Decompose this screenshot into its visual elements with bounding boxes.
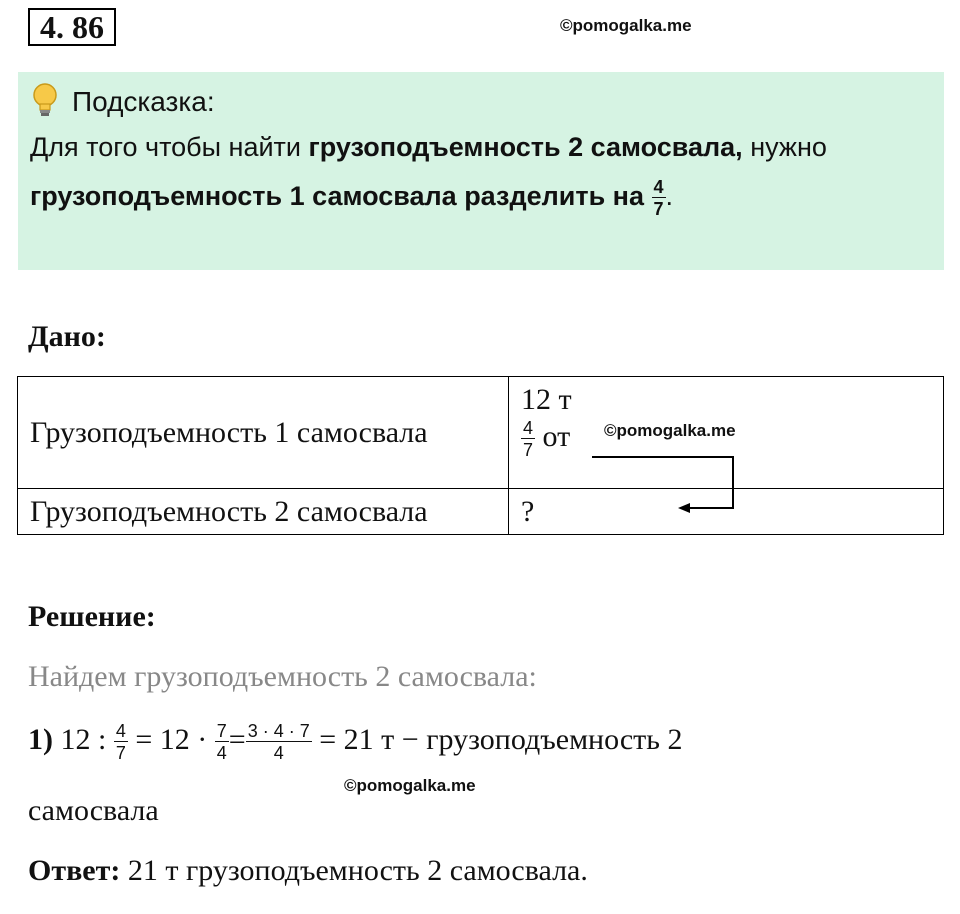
given-heading: Дано: (28, 320, 106, 353)
row1-fraction: $\frac{4}{7}$ (523, 418, 534, 460)
row1-label: Грузоподъемность 1 самосвала (18, 377, 509, 489)
answer-line (28, 854, 588, 888)
expr-c: = (228, 722, 246, 756)
hint-fraction: $\frac{4}{7}$ (653, 177, 664, 219)
table-row (18, 377, 944, 489)
hint-text-normal: Для того чтобы найти (30, 132, 309, 162)
table-row (18, 489, 944, 535)
solution-continuation: самосвала (28, 794, 159, 827)
hint-text-bold-2: грузоподъемность 1 самосвала разделить на (30, 181, 652, 212)
row1-value: 12 т (521, 383, 572, 416)
expr-a: 12 : (60, 722, 107, 756)
watermark-table: ©pomogalka.me (604, 421, 736, 440)
hint-line-2 (30, 178, 673, 218)
answer-text: 21 т грузоподъемность 2 самосвала. (120, 854, 588, 887)
row2-label: Грузоподъемность 2 самосвала (18, 489, 509, 535)
hint-title: Подсказка: (72, 86, 215, 117)
solution-intro: Найдем грузоподъемность 2 самосвала: (28, 660, 537, 693)
answer-label: Ответ: (28, 854, 121, 887)
watermark-solution: ©pomogalka.me (344, 776, 476, 795)
step-label: 1) (28, 722, 53, 756)
fraction-7-4: $\frac{7}{4}$ (216, 721, 227, 763)
fraction-product: $\frac{3 \cdot 4 \cdot 7}{4}$ (247, 721, 310, 763)
lightbulb-icon (30, 82, 60, 120)
hint-line-1 (30, 132, 827, 163)
hint-text-tail: нужно (742, 132, 827, 162)
fraction-4-7: $\frac{4}{7}$ (115, 721, 126, 763)
problem-number: 4. 86 (28, 8, 116, 46)
expr-b: = 12 · (135, 722, 208, 756)
expr-d: = 21 т − грузоподъемность 2 (319, 722, 683, 756)
row1-of: от (542, 419, 571, 453)
solution-heading: Решение: (28, 600, 156, 633)
watermark-top: ©pomogalka.me (560, 16, 692, 35)
given-table (17, 376, 944, 535)
hint-text-bold: грузоподъемность 2 самосвала, (308, 132, 743, 162)
solution-step-1 (28, 722, 682, 762)
arrow-connector (590, 450, 740, 520)
hint-period: . (665, 181, 674, 212)
row2-value: ? (509, 489, 944, 535)
